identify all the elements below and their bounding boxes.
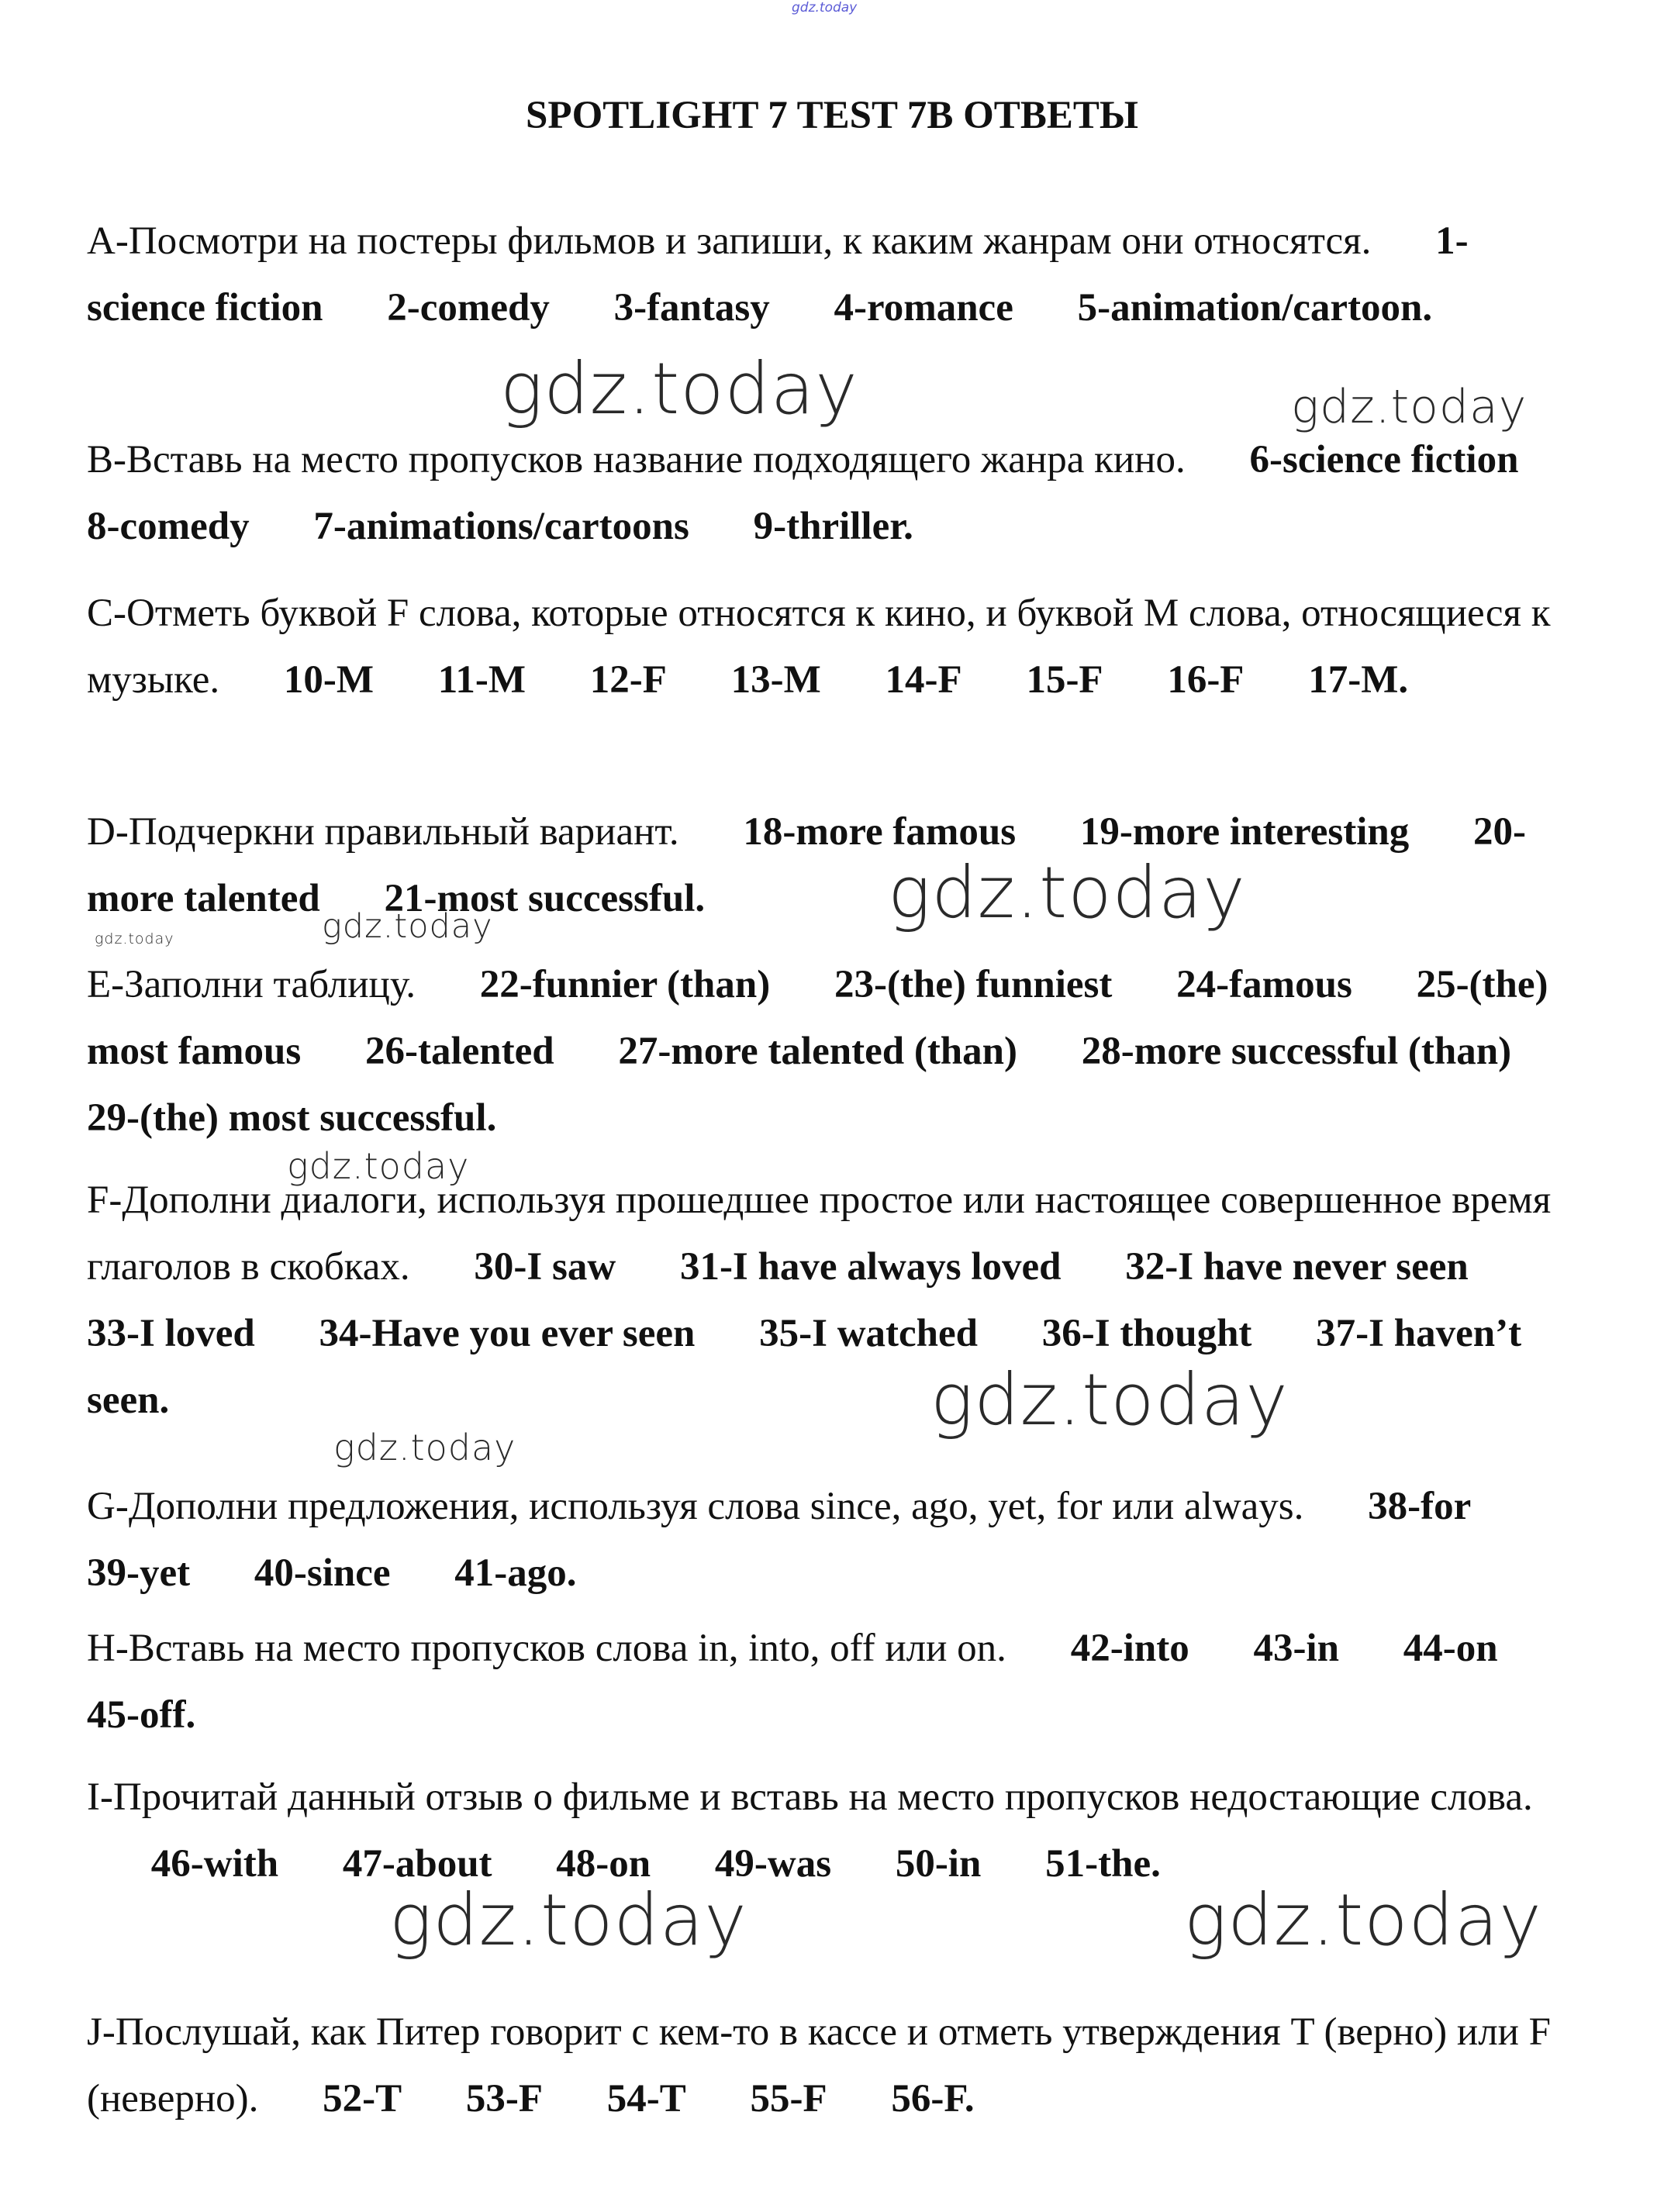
answer: 11-M	[437, 658, 526, 702]
answer: 4-romance	[834, 286, 1013, 330]
watermark: gdz.today	[930, 1358, 1289, 1441]
answer: 46-with	[150, 1842, 279, 1886]
answer: 52-T	[323, 2077, 402, 2121]
section-prompt: H-Вставь на место пропусков слова in, into, off или on.	[87, 1627, 1006, 1670]
answer: 40-since	[254, 1551, 391, 1595]
answer: 50-in	[895, 1842, 982, 1886]
section-f	[87, 1167, 1583, 1434]
watermark: gdz.today	[287, 1145, 470, 1187]
watermark: gdz.today	[500, 347, 858, 430]
section-j	[87, 1999, 1583, 2132]
answer: 21-most successful.	[384, 877, 706, 920]
answer: 5-animation/cartoon.	[1077, 286, 1433, 330]
section-h	[87, 1615, 1583, 1748]
answer: 24-famous	[1176, 963, 1352, 1006]
answer: 49-was	[714, 1842, 832, 1886]
answer: 42-into	[1070, 1627, 1189, 1670]
watermark: gdz.today	[95, 930, 174, 947]
answer: 30-I saw	[474, 1245, 616, 1289]
section-g	[87, 1473, 1583, 1606]
answer: 28-more successful (than)	[1081, 1030, 1512, 1073]
answer: 19-more interesting	[1079, 810, 1410, 854]
watermark: gdz.today	[888, 851, 1246, 934]
answer: 32-I have never seen	[1125, 1245, 1469, 1289]
answer: 3-fantasy	[613, 286, 770, 330]
answer: 14-F	[885, 658, 962, 702]
answer: 7-animations/cartoons	[313, 505, 689, 548]
answer: 22-funnier (than)	[479, 963, 771, 1006]
section-b	[87, 426, 1583, 560]
page-title: SPOTLIGHT 7 TEST 7B ОТВЕТЫ	[526, 94, 1138, 137]
answer: 8-comedy	[87, 505, 250, 548]
answer: 48-on	[556, 1842, 651, 1886]
answer: 12-F	[589, 658, 667, 702]
answer: 53-F	[465, 2077, 543, 2121]
answer: 54-T	[606, 2077, 686, 2121]
answer: 16-F	[1167, 658, 1245, 702]
answer: 45-off.	[87, 1693, 196, 1737]
answer: 15-F	[1026, 658, 1103, 702]
answer: 37-I haven’t seen.	[87, 1312, 1522, 1422]
answer: 55-F	[750, 2077, 827, 2121]
answer: 47-about	[342, 1842, 492, 1886]
answer: 27-more talented (than)	[618, 1030, 1018, 1073]
answer: 35-I watched	[759, 1312, 979, 1355]
answer: 25-(the) most famous	[87, 963, 1548, 1073]
section-c	[87, 580, 1583, 713]
section-prompt: A-Посмотри на постеры фильмов и запиши, к каким жанрам они относятся.	[87, 219, 1372, 263]
answer: 44-on	[1403, 1627, 1498, 1670]
answer: 1-science fiction	[87, 219, 1469, 330]
answer: 2-comedy	[387, 286, 550, 330]
answer: 56-F.	[891, 2077, 975, 2121]
answer: 33-I loved	[87, 1312, 255, 1355]
watermark: gdz.today	[1291, 380, 1528, 434]
section-i	[87, 1764, 1583, 1897]
answer: 26-talented	[365, 1030, 554, 1073]
answer: 6-science fiction	[1249, 438, 1519, 481]
answer: 31-I have always loved	[679, 1245, 1062, 1289]
answer: 34-Have you ever seen	[319, 1312, 696, 1355]
answer: 51-the.	[1045, 1842, 1161, 1886]
answer: 9-thriller.	[753, 505, 913, 548]
answer: 10-M	[283, 658, 374, 702]
answer: 13-M	[730, 658, 821, 702]
section-prompt: J-Послушай, как Питер говорит с кем-то в кассе и отметь утверждения T (верно) или F (неверно).	[87, 2010, 1552, 2121]
answer: 43-in	[1253, 1627, 1339, 1670]
answer: 29-(the) most successful.	[87, 1096, 497, 1140]
answer: 39-yet	[87, 1551, 191, 1595]
section-prompt: G-Дополни предложения, используя слова since, ago, yet, for или always.	[87, 1485, 1304, 1528]
section-prompt: I-Прочитай данный отзыв о фильме и вставь на место пропусков недостающие слова.	[87, 1775, 1533, 1819]
watermark: gdz.today	[389, 1879, 747, 1962]
section-d	[87, 799, 1583, 932]
answer: 41-ago.	[454, 1551, 577, 1595]
answer: 36-I thought	[1041, 1312, 1252, 1355]
watermark: gdz.today	[1184, 1879, 1542, 1962]
answer: 18-more famous	[743, 810, 1017, 854]
answer: 38-for	[1368, 1485, 1472, 1528]
section-prompt: E-Заполни таблицу.	[87, 963, 416, 1006]
section-prompt: C-Отметь буквой F слова, которые относятся к кино, и буквой M слова, относящиеся к музыке.	[87, 592, 1551, 702]
answer: 17-M.	[1308, 658, 1409, 702]
section-e	[87, 951, 1583, 1151]
section-a	[87, 208, 1583, 341]
answer: 20-more talented	[87, 810, 1527, 920]
section-prompt: D-Подчеркни правильный вариант.	[87, 810, 679, 854]
section-prompt: F-Дополни диалоги, используя прошедшее простое или настоящее совершенное время глаголов в скобках.	[87, 1178, 1552, 1289]
answer: 23-(the) funniest	[834, 963, 1113, 1006]
section-prompt: B-Вставь на место пропусков название подходящего жанра кино.	[87, 438, 1186, 481]
watermark: gdz.today	[322, 907, 493, 946]
watermark: gdz.today	[333, 1427, 516, 1468]
top-watermark: gdz.today	[792, 0, 858, 16]
